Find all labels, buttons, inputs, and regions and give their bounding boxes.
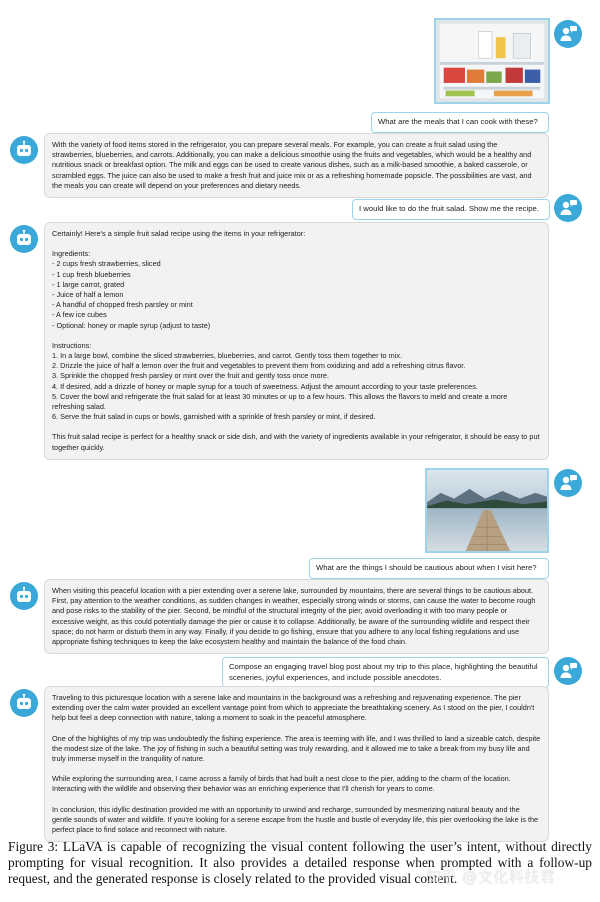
instruction-step: 1. In a large bowl, combine the sliced strawberries, blueberries, and carrot. Gently toss them together to mix. [52,351,403,361]
blog-paragraph: While exploring the surrounding area, I came across a family of birds that had built a nest close to the pier, adding to the charm of the location. Interacting with the wildlife and observing their behavior was an enriching experience that I'll cherish for years to come. [52,774,511,794]
ingredient-item: - A handful of chopped fresh parsley or mint [52,300,193,310]
instruction-step: 4. If desired, add a drizzle of honey or maple syrup for a touch of sweetness. Adjust the amount according to your taste preferences. [52,381,478,391]
instruction-step: 3. Sprinkle the chopped fresh parsley or mint over the fruit and gently toss once more. [52,371,330,381]
ingredient-item: - 1 cup fresh blueberries [52,269,131,279]
bot-avatar-icon [10,582,38,610]
user-message-text: I would like to do the fruit salad. Show me the recipe. [359,204,539,213]
lake-pier-photo [425,468,549,553]
assistant-message-2 [44,222,549,460]
recipe-intro: Certainly! Here's a simple fruit salad recipe using the items in your refrigerator: [52,229,306,238]
assistant-message-4 [44,686,549,842]
figure-caption: Figure 3: LLaVA is capable of recognizing the visual content following the user’s intent, without directly prompting for visual recognition. It also provides a detailed response when prompted with a follow-up request, and the generated response is closely related to the provided visual content. [8,839,592,886]
refrigerator-photo [434,18,550,104]
user-message-2 [352,199,550,220]
user-message-text: Compose an engaging travel blog post about my trip to this place, highlighting the beautiful sceneries, joyful experiences, and include possible anecdotes. [229,662,538,682]
ingredient-item: - 2 cups fresh strawberries, sliced [52,259,161,269]
instruction-step: 6. Serve the fruit salad in cups or bowls, garnished with a sprinkle of fresh parsley or mint, if desired. [52,412,376,422]
user-message-3 [309,558,549,579]
instructions-title: Instructions: [52,340,92,350]
user-message-4 [222,657,549,688]
blog-paragraph: In conclusion, this idyllic destination provided me with an opportunity to unwind and recharge, surrounded by mesmerizing natural beauty and the gentle sounds of water and wildlife. If you're looking for a serene escape from the hustle and bustle of everyday life, this pier overlooking the lake is the perfect place to find solace and reconnect with nature. [52,804,539,835]
user-avatar-icon [554,194,582,222]
user-avatar-icon [554,20,582,48]
blog-paragraph: One of the highlights of my trip was undoubtedly the fishing experience. The area is teeming with life, and I was thrilled to land a sizeable catch, despite the modest size of the lake. The joy of fishing in such a beautiful setting was truly rewarding, and it allowed me to take a break from my busy life and truly immerse myself in the tranquility of nature. [52,733,541,764]
blog-paragraph: Traveling to this picturesque location with a serene lake and mountains in the background was a refreshing and rejuvenating experience. The pier extending over the calm water provided an excellent vantage point from which to appreciate the breathtaking scenery. As I stood on the pier, I couldn't help but feel a deep connection with nature, taking a moment to soak in the peaceful atmosphere. [52,693,535,723]
ingredient-item: - Optional: honey or maple syrup (adjust to taste) [52,320,211,330]
watermark: 知乎 @文化科技君 [426,868,556,886]
instruction-step: 2. Drizzle the juice of half a lemon over the fruit and vegetables to prevent them from oxidizing and add a refreshing citrus flavor. [52,361,466,371]
ingredient-item: - A few ice cubes [52,310,107,320]
user-avatar-icon [554,657,582,685]
bot-avatar-icon [10,225,38,253]
bot-avatar-icon [10,689,38,717]
assistant-message-text: With the variety of food items stored in the refrigerator, you can prepare several meals. For example, you can create a fruit salad using the strawberries, blueberries, and carrots. Additionally, you can make a delicious smoothie using the fruits and vegetables, which would be a healthy and nutritious snack or breakfast option. The milk and eggs can be used to create various dishes, such as a milk-based smoothie, a baked casserole, or scrambled eggs. The juice can also be used to make a fresh fruit and juice mix or as a refreshing homemade popsicle. The possibilities are vast, and the meals you can create will depend on your preferences and dietary needs. [52,140,532,190]
bot-avatar-icon [10,136,38,164]
assistant-message-3 [44,579,549,654]
user-avatar-icon [554,469,582,497]
user-message-text: What are the things I should be cautious about when I visit here? [316,563,537,572]
ingredients-title: Ingredients: [52,249,91,259]
assistant-message-1 [44,133,549,198]
assistant-message-text: When visiting this peaceful location with a pier extending over a serene lake, surrounded by mountains, there are several things to be cautious about. First, pay attention to the weather conditions, as sudden changes in weather, especially strong winds or storms, can cause the water to become rough and pose risks to the stability of the pier. Second, be mindful of the structural integrity of the pier; avoid overloading it with too many people or excessive weight, as this could potentially damage the pier or cause it to collapse. Additionally, be aware of the surrounding wildlife and respect their space; do not harm or disturb them in any way. Finally, if you decide to go fishing, ensure that you adhere to any local fishing regulations and use appropriate fishing techniques to keep the lake ecosystem healthy and maintain the balance of the food chain. [52,586,536,647]
user-message-1 [371,112,549,133]
ingredient-item: - Juice of half a lemon [52,290,124,300]
recipe-closing: This fruit salad recipe is perfect for a healthy snack or side dish, and with the variety of ingredients available in your refrigerator, it should be easy to put together quickly. [52,432,540,452]
instruction-step: 5. Cover the bowl and refrigerate the fruit salad for at least 30 minutes or up to a few hours. This allows the flavors to meld and create a more refreshing salad. [52,391,508,412]
user-message-text: What are the meals that I can cook with these? [378,117,538,126]
ingredient-item: - 1 large carrot, grated [52,279,125,289]
